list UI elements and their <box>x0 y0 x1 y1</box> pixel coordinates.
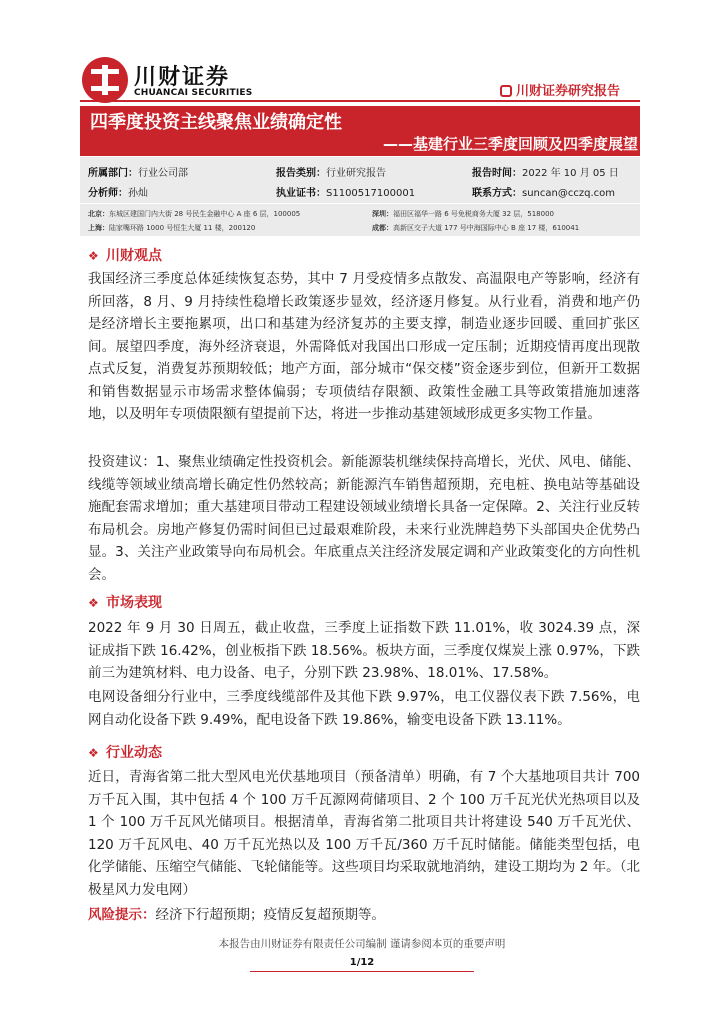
chengdu-address: 高新区交子大道 177 号中海国际中心 B 座 17 楼，610041 <box>393 224 580 232</box>
view-paragraph-2: 投资建议：1、聚焦业绩确定性投资机会。新能源装机继续保持高增长，光伏、风电、储能、线缆等领域业绩高增长确定性仍然较高；新能源汽车销售超预期，充电桩、换电站等基础设施配套需求增加；重大基建项目带动工程建设领域业绩增长具备一定保障。2、关注行业反转布局机会。房地产修复仍需时间但已过最艰难阶段，未来行业洗牌趋势下头部国央企优势凸显。3、关注产业政策导向布局机会。年底重点关注经济发展定调和产业政策变化的方向性机会。 <box>88 454 640 583</box>
risk-text: 经济下行超预期；疫情反复超预期等。 <box>155 907 385 923</box>
section-heading-view <box>88 245 162 265</box>
dept-value: 行业公司部 <box>138 168 188 179</box>
report-tag <box>500 80 620 99</box>
diamond-bullet-icon: ❖ <box>88 596 99 610</box>
diamond-bullet-icon: ❖ <box>88 746 99 760</box>
contact-label: 联系方式： <box>472 188 522 199</box>
diamond-bullet-icon: ❖ <box>88 249 99 263</box>
chengdu-label: 成都： <box>372 224 393 232</box>
shenzhen-label: 深圳： <box>372 210 393 218</box>
type-value: 行业研究报告 <box>326 168 386 179</box>
type-label: 报告类别： <box>276 168 326 179</box>
view-paragraph-1: 我国经济三季度总体延续恢复态势，其中 7 月受疫情多点散发、高温限电产等影响，经济有所回落，8 月、9 月持续性稳增长政策逐步显效，经济逐月修复。从行业看，消费和地产仍是经济增长主要拖累项，出口和基建为经济复苏的主要支撑，制造业逐步回暖、重回扩张区间。展望四季度，海外经济衰退，外需降低对我国出口形成一定压制；近期疫情再度出现散点式反复，消费复苏预期较低；地产方面，部分城市“保交楼”资金逐步到位，但新开工数据和销售数据显示市场需求整体偏弱；专项债结存限额、政策性金融工具等政策措施加速落地，以及明年专项债限额有望提前下达，将进一步推动基建领域形成更多实物工作量。 <box>88 271 640 422</box>
market-paragraph-2: 电网设备细分行业中，三季度线缆部件及其他下跌 9.97%，电工仪器仪表下跌 7.56%，电网自动化设备下跌 9.49%，配电设备下跌 19.86%，输变电设备下跌 13.11%。 <box>88 689 640 728</box>
view-title: 川财观点 <box>106 248 162 264</box>
office-addresses <box>80 204 640 236</box>
report-subtitle: ——基建行业三季度回顾及四季度展望 <box>382 135 638 153</box>
brand-name-cn: 川财证券 <box>134 65 231 90</box>
report-info-table <box>80 157 640 203</box>
shanghai-address: 陆家嘴环路 1000 号恒生大厦 11 楼，200120 <box>109 224 256 232</box>
brand-name-en: CHUANCAI SECURITIES <box>134 88 253 98</box>
footer-divider <box>250 971 474 972</box>
company-logo-icon <box>82 57 128 103</box>
beijing-label: 北京： <box>88 210 109 218</box>
time-label: 报告时间： <box>472 168 522 179</box>
footer-disclaimer: 本报告由川财证券有限责任公司编制 谨请参阅本页的重要声明 <box>218 938 506 950</box>
report-tag-label: 川财证券研究报告 <box>516 84 621 99</box>
beijing-address: 东城区建国门内大街 28 号民生金融中心 A 座 6 层，100005 <box>109 210 301 218</box>
market-title: 市场表现 <box>106 595 162 611</box>
cert-value: S1100517100001 <box>326 188 416 199</box>
market-paragraph-1: 2022 年 9 月 30 日周五，截止收盘，三季度上证指数下跌 11.01%，收 3024.39 点，深证成指下跌 16.42%，创业板指下跌 18.56%。板块方面，三季度仅煤炭上涨 0.97%，下跌前三为建筑材料、电力设备、电子，分别下跌 23.98%、18.01%、17.58%。 <box>88 620 640 681</box>
risk-warning <box>88 904 640 927</box>
page-number: 1/12 <box>349 957 375 968</box>
shenzhen-address: 福田区福华一路 6 号免税商务大厦 32 层，518000 <box>393 210 554 218</box>
news-paragraph: 近日，青海省第二批大型风电光伏基地项目（预备清单）明确，有 7 个大基地项目共计 700 万千瓦入围，其中包括 4 个 100 万千瓦源网荷储项目、2 个 100 万千瓦光伏光热项目以及 1 个 100 万千瓦风光储项目。根据清单，青海省第二批项目共计将建设 540 万千瓦光伏、120 万千瓦风电、40 万千瓦光热以及 100 万千瓦/360 万千瓦时储能。储能类型包括，电化学储能、压缩空气储能、飞轮储能等。这些项目均采取就地消纳，建设工期均为 2 年。（北极星风力发电网） <box>88 769 640 898</box>
header-divider <box>80 100 640 102</box>
report-title: 四季度投资主线聚焦业绩确定性 <box>90 112 342 133</box>
analyst-label: 分析师： <box>88 188 128 199</box>
section-heading-news <box>88 742 162 762</box>
contact-value: suncan@cczq.com <box>522 188 615 199</box>
risk-label: 风险提示： <box>88 907 156 923</box>
analyst-value: 孙灿 <box>128 188 148 199</box>
cert-label: 执业证书： <box>276 188 326 199</box>
section-heading-market <box>88 592 162 612</box>
news-title: 行业动态 <box>106 745 162 761</box>
report-tag-icon <box>500 85 512 97</box>
time-value: 2022 年 10 月 05 日 <box>522 168 619 179</box>
shanghai-label: 上海： <box>88 224 109 232</box>
dept-label: 所属部门： <box>88 168 138 179</box>
